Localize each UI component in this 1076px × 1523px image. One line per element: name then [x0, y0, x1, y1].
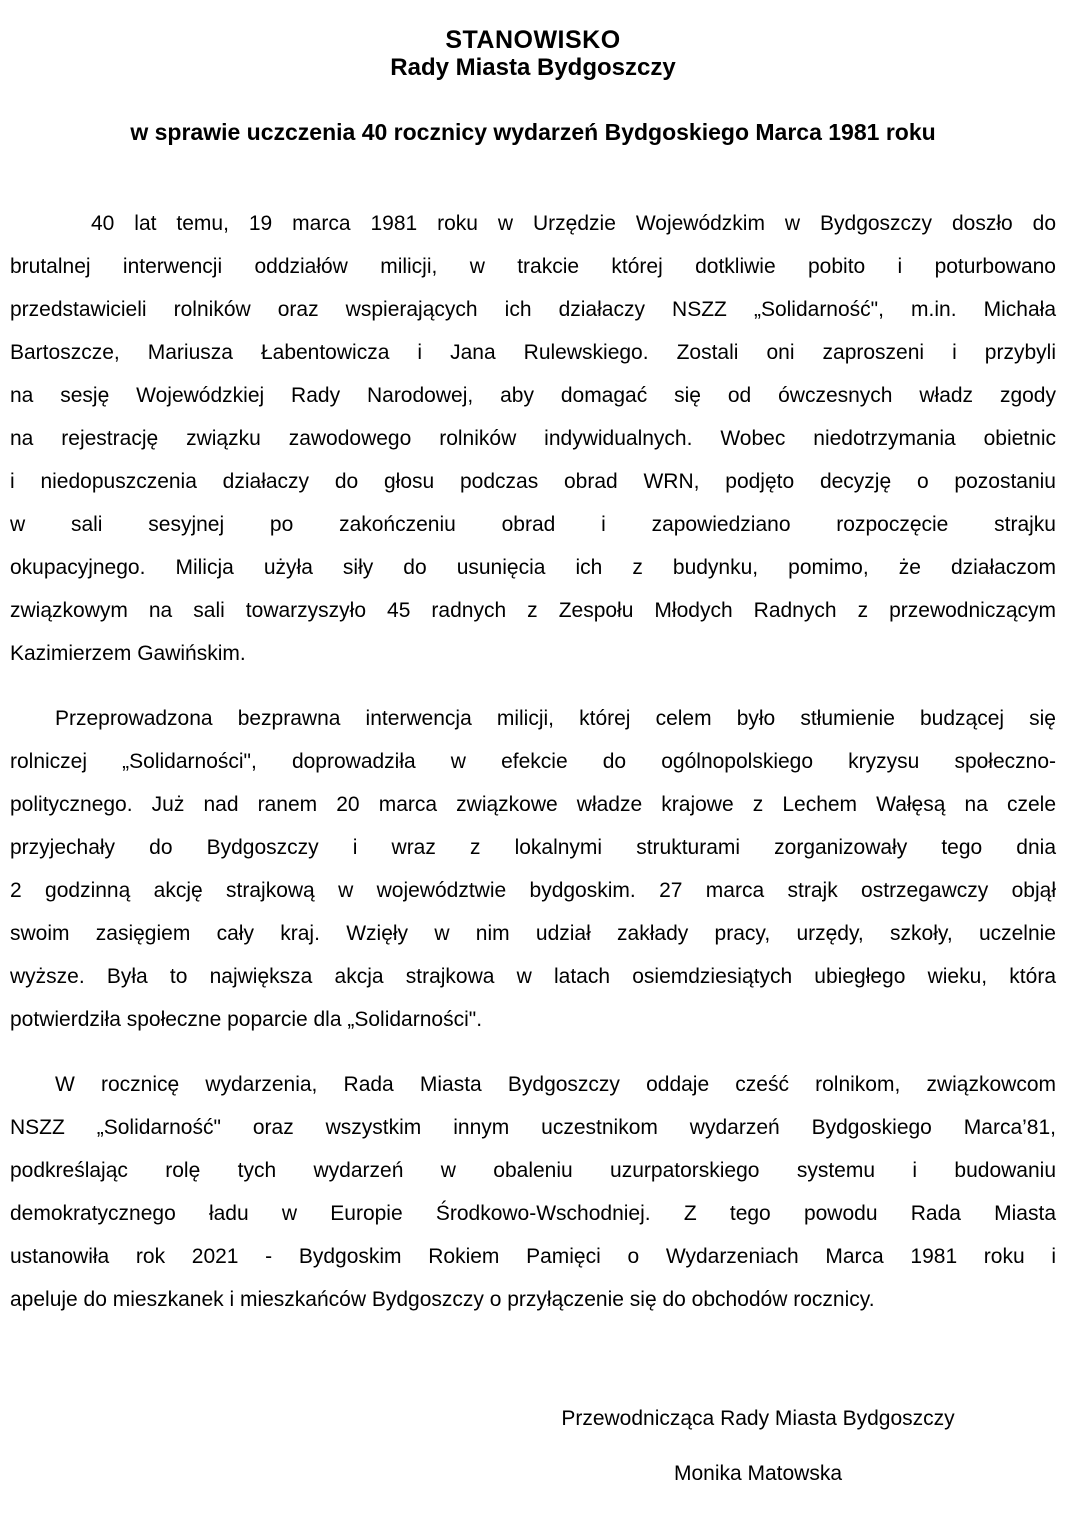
body-paragraph-3 — [10, 1063, 1056, 1321]
paragraph-line: demokratycznego ładu w Europie Środkowo-Wschodniej. Z tego powodu Rada Miasta — [10, 1202, 1056, 1225]
paragraph-line: i niedopuszczenia działaczy do głosu podczas obrad WRN, podjęto decyzję o pozostaniu — [10, 470, 1056, 493]
body-paragraph-1 — [10, 202, 1056, 675]
paragraph-line: okupacyjnego. Milicja użyła siły do usunięcia ich z budynku, pomimo, że działaczom — [10, 556, 1056, 579]
document-title: STANOWISKO — [445, 26, 621, 54]
signature-role: Przewodnicząca Rady Miasta Bydgoszczy — [561, 1407, 955, 1430]
paragraph-line: Przeprowadzona bezprawna interwencja milicji, której celem było stłumienie budzącej się — [55, 707, 1056, 730]
paragraph-line: rolniczej „Solidarności", doprowadziła w efekcie do ogólnopolskiego kryzysu społeczno- — [10, 750, 1056, 773]
paragraph-line: w sali sesyjnej po zakończeniu obrad i zapowiedziano rozpoczęcie strajku — [10, 513, 1056, 536]
signature-block — [450, 1391, 1066, 1501]
paragraph-line: przyjechały do Bydgoszczy i wraz z lokalnymi strukturami zorganizowały tego dnia — [10, 836, 1056, 859]
document-body — [10, 202, 1056, 1321]
paragraph-line: 2 godzinną akcję strajkową w województwie bydgoskim. 27 marca strajk ostrzegawczy objął — [10, 879, 1056, 902]
signature-name: Monika Matowska — [673, 1462, 843, 1485]
paragraph-line: podkreślając rolę tych wydarzeń w obaleniu uzurpatorskiego systemu i budowaniu — [10, 1159, 1056, 1182]
document-subtitle: Rady Miasta Bydgoszczy — [390, 54, 676, 81]
paragraph-line: NSZZ „Solidarność" oraz wszystkim innym uczestnikom wydarzeń Bydgoskiego Marca’81, — [10, 1116, 1056, 1139]
paragraph-line: związkowym na sali towarzyszyło 45 radnych z Zespołu Młodych Radnych z przewodniczącym — [10, 599, 1056, 622]
paragraph-line: na rejestrację związku zawodowego rolników indywidualnych. Wobec niedotrzymania obietnic — [10, 427, 1056, 450]
paragraph-line: na sesję Wojewódzkiej Rady Narodowej, aby domagać się od ówczesnych władz zgody — [10, 384, 1056, 407]
paragraph-line: 40 lat temu, 19 marca 1981 roku w Urzędzie Wojewódzkim w Bydgoszczy doszło do — [91, 212, 1056, 235]
document-header — [10, 26, 1056, 146]
paragraph-line: ustanowiła rok 2021 - Bydgoskim Rokiem Pamięci o Wydarzeniach Marca 1981 roku i — [10, 1245, 1056, 1268]
document-subject: w sprawie uczczenia 40 rocznicy wydarzeń Bydgoskiego Marca 1981 roku — [130, 119, 936, 145]
paragraph-line: przedstawicieli rolników oraz wspierających ich działaczy NSZZ „Solidarność", m.in. Michała — [10, 298, 1056, 321]
paragraph-line: Kazimierzem Gawińskim. — [10, 642, 246, 665]
body-paragraph-2 — [10, 697, 1056, 1041]
paragraph-line: wyższe. Była to największa akcja strajkowa w latach osiemdziesiątych ubiegłego wieku, która — [10, 965, 1056, 988]
paragraph-line: politycznego. Już nad ranem 20 marca związkowe władze krajowe z Lechem Wałęsą na czele — [10, 793, 1056, 816]
paragraph-line: Bartoszcze, Mariusza Łabentowicza i Jana Rulewskiego. Zostali oni zaproszeni i przybyli — [10, 341, 1056, 364]
paragraph-line: swoim zasięgiem cały kraj. Wzięły w nim udział zakłady pracy, urzędy, szkoły, uczelnie — [10, 922, 1056, 945]
paragraph-line: brutalnej interwencji oddziałów milicji, w trakcie której dotkliwie pobito i poturbowano — [10, 255, 1056, 278]
paragraph-line: potwierdziła społeczne poparcie dla „Solidarności". — [10, 1008, 483, 1031]
paragraph-line: apeluje do mieszkanek i mieszkańców Bydgoszczy o przyłączenie się do obchodów rocznicy. — [10, 1288, 875, 1311]
paragraph-line: W rocznicę wydarzenia, Rada Miasta Bydgoszczy oddaje cześć rolnikom, związkowcom — [55, 1073, 1056, 1096]
